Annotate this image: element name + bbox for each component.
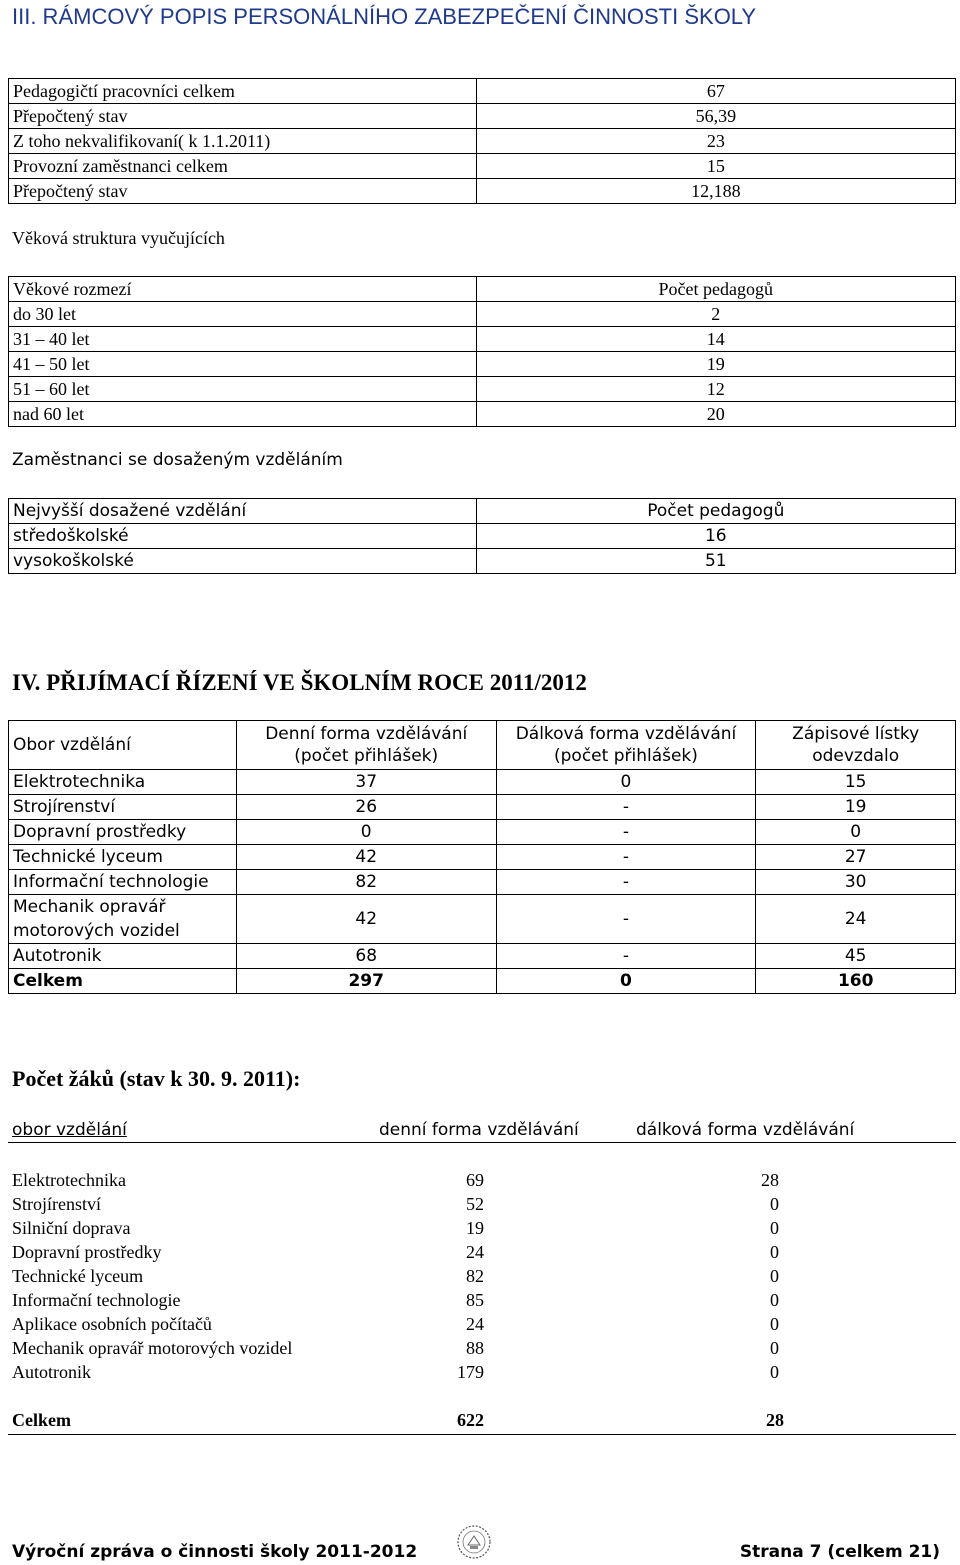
adm-name: Autotronik xyxy=(9,944,237,969)
adm-day: 82 xyxy=(236,870,496,895)
pupils-day: 19 xyxy=(466,1218,484,1238)
table-row xyxy=(9,795,956,820)
table-header-row xyxy=(9,499,956,524)
table-header-row xyxy=(9,721,956,770)
pupils-distance: 0 xyxy=(770,1218,779,1238)
list-item xyxy=(12,1312,912,1336)
pupils-total-day: 622 xyxy=(457,1410,484,1430)
age-label: 51 – 60 let xyxy=(9,377,477,402)
age-label: 41 – 50 let xyxy=(9,352,477,377)
pupils-distance: 0 xyxy=(770,1194,779,1214)
age-label: 31 – 40 let xyxy=(9,327,477,352)
staff-label: Přepočtený stav xyxy=(9,104,477,129)
age-header-col1: Věkové rozmezí xyxy=(9,277,477,302)
pupils-header-col3: dálková forma vzdělávání xyxy=(636,1120,855,1140)
staff-value: 15 xyxy=(476,154,955,179)
table-header-row xyxy=(9,277,956,302)
adm-name: Strojírenství xyxy=(9,795,237,820)
age-value: 14 xyxy=(476,327,956,352)
table-row xyxy=(9,524,956,549)
table-row xyxy=(9,770,956,795)
table-row xyxy=(9,402,956,427)
pupils-title: Počet žáků (stav k 30. 9. 2011): xyxy=(12,1066,301,1091)
adm-total-name: Celkem xyxy=(9,969,237,994)
adm-header-col4 xyxy=(756,721,956,770)
pupils-name: Informační technologie xyxy=(12,1290,181,1310)
adm-header-col2-line1: Denní forma vzdělávání xyxy=(265,724,468,744)
pupils-name: Technické lyceum xyxy=(12,1266,144,1286)
adm-slips: 15 xyxy=(756,770,956,795)
adm-slips: 45 xyxy=(756,944,956,969)
adm-day: 0 xyxy=(236,820,496,845)
age-label: do 30 let xyxy=(9,302,477,327)
adm-day: 42 xyxy=(236,895,496,944)
adm-header-col3-line1: Dálková forma vzdělávání xyxy=(515,724,737,744)
pupils-distance: 0 xyxy=(770,1338,779,1358)
admissions-table xyxy=(8,720,956,994)
pupils-header-col1: obor vzdělání xyxy=(12,1120,127,1140)
education-title: Zaměstnanci se dosaženým vzděláním xyxy=(12,450,343,470)
table-row xyxy=(9,79,956,104)
pupils-name: Aplikace osobních počítačů xyxy=(12,1314,212,1334)
school-seal-icon xyxy=(456,1524,492,1560)
list-item xyxy=(12,1168,912,1192)
staff-label: Pedagogičtí pracovníci celkem xyxy=(9,79,477,104)
edu-header-col2: Počet pedagogů xyxy=(476,499,955,524)
pupils-distance: 0 xyxy=(770,1314,779,1334)
adm-day: 37 xyxy=(236,770,496,795)
adm-header-col3 xyxy=(496,721,756,770)
footer-left: Výroční zpráva o činnosti školy 2011-2012 xyxy=(12,1542,418,1562)
table-row xyxy=(9,845,956,870)
adm-day: 42 xyxy=(236,845,496,870)
edu-header-col1: Nejvyšší dosažené vzdělání xyxy=(9,499,477,524)
adm-distance: 0 xyxy=(496,770,756,795)
adm-slips: 27 xyxy=(756,845,956,870)
age-table xyxy=(8,276,956,427)
table-row xyxy=(9,154,956,179)
staff-value: 67 xyxy=(476,79,955,104)
staff-label: Provozní zaměstnanci celkem xyxy=(9,154,477,179)
adm-header-col2 xyxy=(236,721,496,770)
table-row xyxy=(9,179,956,204)
table-row xyxy=(9,377,956,402)
pupils-header xyxy=(8,1118,956,1143)
education-table xyxy=(8,498,956,574)
table-row xyxy=(9,327,956,352)
adm-distance: - xyxy=(496,895,756,944)
age-value: 2 xyxy=(476,302,956,327)
edu-value: 16 xyxy=(476,524,955,549)
pupils-distance: 0 xyxy=(770,1266,779,1286)
age-header-col2: Počet pedagogů xyxy=(476,277,956,302)
pupils-name: Silniční doprava xyxy=(12,1218,131,1238)
list-item xyxy=(12,1264,912,1288)
adm-header-col4-line1: Zápisové lístky xyxy=(792,724,920,744)
age-value: 12 xyxy=(476,377,956,402)
adm-header-col2-line2: (počet přihlášek) xyxy=(294,746,439,766)
section-4-title: IV. PŘIJÍMACÍ ŘÍZENÍ VE ŠKOLNÍM ROCE 2011/2012 xyxy=(12,670,587,695)
adm-distance: - xyxy=(496,820,756,845)
adm-slips: 30 xyxy=(756,870,956,895)
age-value: 20 xyxy=(476,402,956,427)
pupils-name: Dopravní prostředky xyxy=(12,1242,162,1262)
pupils-name: Strojírenství xyxy=(12,1194,101,1214)
staff-value: 23 xyxy=(476,129,955,154)
adm-slips: 24 xyxy=(756,895,956,944)
adm-name-line1: Mechanik opravář xyxy=(13,897,166,917)
adm-distance: - xyxy=(496,870,756,895)
pupils-day: 88 xyxy=(466,1338,484,1358)
list-item xyxy=(12,1288,912,1312)
adm-total-day: 297 xyxy=(236,969,496,994)
adm-name: Elektrotechnika xyxy=(9,770,237,795)
pupils-day: 82 xyxy=(466,1266,484,1286)
pupils-total-name: Celkem xyxy=(12,1410,71,1430)
adm-distance: - xyxy=(496,944,756,969)
pupils-total-row xyxy=(12,1408,912,1432)
pupils-distance: 28 xyxy=(761,1170,779,1190)
table-row xyxy=(9,549,956,574)
age-label: nad 60 let xyxy=(9,402,477,427)
pupils-day: 52 xyxy=(466,1194,484,1214)
adm-header-col4-line2: odevzdalo xyxy=(812,746,900,766)
list-item xyxy=(12,1192,912,1216)
pupils-bottom-rule xyxy=(8,1434,956,1435)
list-item xyxy=(12,1216,912,1240)
adm-distance: - xyxy=(496,845,756,870)
pupils-distance: 0 xyxy=(770,1242,779,1262)
table-row xyxy=(9,104,956,129)
staff-label: Přepočtený stav xyxy=(9,179,477,204)
adm-day: 68 xyxy=(236,944,496,969)
pupils-distance: 0 xyxy=(770,1362,779,1382)
section-3-title: III. RÁMCOVÝ POPIS PERSONÁLNÍHO ZABEZPEČENÍ ČINNOSTI ŠKOLY xyxy=(12,4,757,29)
table-row xyxy=(9,895,956,944)
adm-day: 26 xyxy=(236,795,496,820)
footer-right: Strana 7 (celkem 21) xyxy=(739,1542,940,1562)
table-total-row xyxy=(9,969,956,994)
table-row xyxy=(9,302,956,327)
pupils-name: Autotronik xyxy=(12,1362,91,1382)
list-item xyxy=(12,1360,912,1384)
adm-name-line2: motorových vozidel xyxy=(13,921,180,941)
edu-label: středoškolské xyxy=(9,524,477,549)
age-structure-title: Věková struktura vyučujících xyxy=(12,228,225,248)
pupils-day: 85 xyxy=(466,1290,484,1310)
edu-value: 51 xyxy=(476,549,955,574)
pupils-day: 24 xyxy=(466,1314,484,1334)
adm-header-col1: Obor vzdělání xyxy=(9,721,237,770)
table-row xyxy=(9,944,956,969)
pupils-day: 69 xyxy=(466,1170,484,1190)
list-item xyxy=(12,1240,912,1264)
list-item xyxy=(12,1336,912,1360)
staff-label: Z toho nekvalifikovaní( k 1.1.2011) xyxy=(9,129,477,154)
pupils-name: Mechanik opravář motorových vozidel xyxy=(12,1338,293,1358)
pupils-name: Elektrotechnika xyxy=(12,1170,126,1190)
pupils-distance: 0 xyxy=(770,1290,779,1310)
pupils-day: 179 xyxy=(457,1362,484,1382)
adm-total-distance: 0 xyxy=(496,969,756,994)
adm-slips: 0 xyxy=(756,820,956,845)
adm-name: Informační technologie xyxy=(9,870,237,895)
staff-value: 12,188 xyxy=(476,179,955,204)
adm-name: Technické lyceum xyxy=(9,845,237,870)
table-row xyxy=(9,820,956,845)
table-row xyxy=(9,870,956,895)
staff-value: 56,39 xyxy=(476,104,955,129)
table-row xyxy=(9,352,956,377)
edu-label: vysokoškolské xyxy=(9,549,477,574)
adm-total-slips: 160 xyxy=(756,969,956,994)
adm-distance: - xyxy=(496,795,756,820)
pupils-header-col2: denní forma vzdělávání xyxy=(379,1120,579,1140)
age-value: 19 xyxy=(476,352,956,377)
adm-slips: 19 xyxy=(756,795,956,820)
adm-header-col3-line2: (počet přihlášek) xyxy=(554,746,698,766)
pupils-day: 24 xyxy=(466,1242,484,1262)
pupils-total-distance: 28 xyxy=(766,1410,784,1430)
staff-table xyxy=(8,78,956,204)
table-row xyxy=(9,129,956,154)
adm-name xyxy=(9,895,237,944)
adm-name: Dopravní prostředky xyxy=(9,820,237,845)
